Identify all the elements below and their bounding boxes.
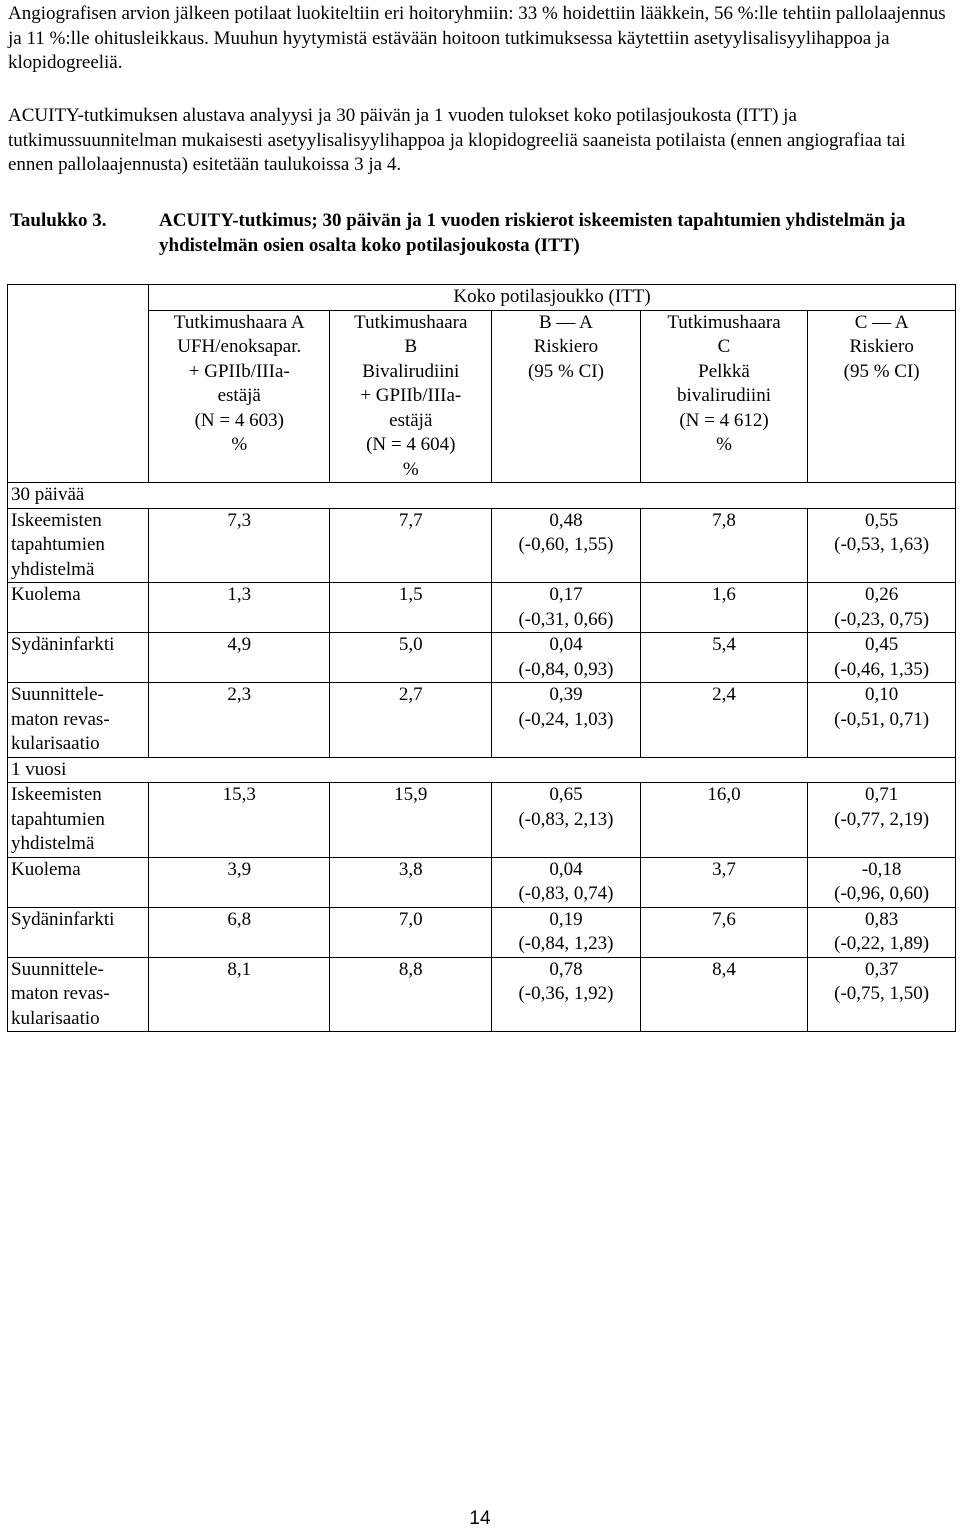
header-line: Tutkimushaara	[667, 311, 781, 333]
confidence-interval: (-0,36, 1,92)	[518, 983, 614, 1004]
header-line: (N = 4 612)	[679, 409, 769, 431]
header-line: C	[717, 336, 731, 357]
risk-diff-value: 0,83	[865, 908, 899, 930]
header-line: Tutkimushaara A	[173, 311, 305, 333]
header-line: Tutkimushaara	[354, 311, 468, 333]
header-line: Pelkkä	[698, 360, 750, 382]
value-b: 15,9	[330, 783, 492, 858]
risk-diff-value: 0,10	[865, 684, 899, 705]
confidence-interval: (-0,83, 2,13)	[518, 808, 614, 830]
header-line: %	[402, 458, 419, 480]
col-header-c-minus-a	[808, 310, 956, 483]
results-table	[7, 284, 956, 1032]
table-row	[8, 957, 956, 1032]
group-header: Koko potilasjoukko (ITT)	[149, 285, 956, 311]
row-label-line: tapahtumien	[11, 534, 105, 555]
header-line: (N = 4 603)	[194, 409, 284, 431]
value-a: 1,3	[149, 583, 330, 633]
value-b: 8,8	[330, 957, 492, 1032]
confidence-interval: (-0,84, 1,23)	[518, 933, 614, 954]
risk-diff-c-a	[808, 633, 956, 683]
value-c: 16,0	[640, 783, 808, 858]
row-label-line: Sydäninfarkti	[11, 634, 115, 655]
row-label	[8, 957, 149, 1032]
row-label-line: tapahtumien	[11, 808, 105, 830]
value-b: 7,0	[330, 907, 492, 957]
value-c: 7,8	[640, 508, 808, 583]
value-c: 8,4	[640, 957, 808, 1032]
row-label-line: Suunnittele-	[11, 684, 104, 705]
header-line: Riskiero	[849, 336, 914, 357]
row-label-line: Sydäninfarkti	[11, 908, 115, 930]
value-a: 4,9	[149, 633, 330, 683]
risk-diff-c-a	[808, 683, 956, 758]
row-label	[8, 907, 149, 957]
risk-diff-value: 0,45	[865, 634, 899, 655]
table-row	[8, 583, 956, 633]
table-row	[8, 907, 956, 957]
table-body	[8, 483, 956, 1032]
table-caption-text: ACUITY-tutkimus; 30 päivän ja 1 vuoden riskierot iskeemisten tapahtumien yhdistelmän ja yhdistelmän osien osalta koko potilasjoukosta (ITT)	[159, 210, 906, 256]
value-b: 7,7	[330, 508, 492, 583]
risk-diff-value: 0,04	[549, 858, 583, 880]
section-title: 30 päivää	[8, 483, 956, 509]
risk-diff-c-a	[808, 907, 956, 957]
row-label-line: Suunnittele-	[11, 958, 104, 980]
row-label-line: maton revas-	[11, 983, 110, 1004]
header-line: estäjä	[217, 385, 261, 406]
value-b: 2,7	[330, 683, 492, 758]
row-label-line: Kuolema	[11, 584, 81, 605]
header-line: UFH/enoksapar.	[177, 336, 302, 357]
header-line: B — A	[539, 311, 593, 333]
header-empty-cell	[8, 285, 149, 311]
value-a: 3,9	[149, 857, 330, 907]
header-line: (95 % CI)	[843, 360, 920, 382]
table-row	[8, 633, 956, 683]
confidence-interval: (-0,31, 0,66)	[518, 608, 614, 630]
risk-diff-c-a	[808, 508, 956, 583]
risk-diff-value: 0,78	[549, 958, 583, 980]
table-row	[8, 783, 956, 858]
row-label	[8, 583, 149, 633]
row-label	[8, 508, 149, 583]
row-label-line: kularisaatio	[11, 733, 100, 754]
confidence-interval: (-0,84, 0,93)	[518, 658, 614, 680]
value-a: 2,3	[149, 683, 330, 758]
value-b: 1,5	[330, 583, 492, 633]
risk-diff-value: 0,65	[549, 784, 583, 805]
row-label-line: yhdistelmä	[11, 558, 95, 580]
col-header-b-minus-a	[492, 310, 641, 483]
row-label-line: kularisaatio	[11, 1007, 100, 1029]
row-label	[8, 783, 149, 858]
confidence-interval: (-0,23, 0,75)	[834, 608, 930, 630]
row-label-line: Iskeemisten	[11, 509, 102, 531]
confidence-interval: (-0,96, 0,60)	[834, 883, 930, 904]
confidence-interval: (-0,24, 1,03)	[518, 708, 614, 730]
row-label	[8, 683, 149, 758]
header-line: + GPIIb/IIIa-	[188, 360, 290, 382]
table-column-header-row	[8, 310, 956, 483]
table-group-header-row	[8, 285, 956, 311]
risk-diff-b-a	[492, 508, 641, 583]
confidence-interval: (-0,46, 1,35)	[834, 658, 930, 680]
risk-diff-value: 0,19	[549, 908, 583, 930]
risk-diff-b-a	[492, 907, 641, 957]
header-line: Bivalirudiini	[362, 360, 460, 382]
value-a: 7,3	[149, 508, 330, 583]
risk-diff-b-a	[492, 957, 641, 1032]
confidence-interval: (-0,75, 1,50)	[834, 983, 930, 1004]
page-number: 14	[469, 1508, 491, 1529]
value-a: 15,3	[149, 783, 330, 858]
section-row	[8, 757, 956, 783]
col-header-c	[640, 310, 808, 483]
value-c: 3,7	[640, 857, 808, 907]
row-label-line: Iskeemisten	[11, 784, 102, 805]
value-c: 7,6	[640, 907, 808, 957]
confidence-interval: (-0,53, 1,63)	[834, 534, 930, 555]
risk-diff-value: 0,37	[865, 958, 899, 980]
table-row	[8, 508, 956, 583]
risk-diff-value: 0,55	[865, 509, 899, 531]
risk-diff-b-a	[492, 783, 641, 858]
row-label-line: Kuolema	[11, 858, 81, 880]
row-label	[8, 857, 149, 907]
risk-diff-value: 0,17	[549, 584, 583, 605]
header-empty-cell	[8, 310, 149, 483]
confidence-interval: (-0,77, 2,19)	[834, 808, 930, 830]
confidence-interval: (-0,51, 0,71)	[834, 708, 930, 730]
row-label	[8, 633, 149, 683]
risk-diff-value: 0,71	[865, 784, 899, 805]
value-c: 1,6	[640, 583, 808, 633]
table-caption-label: Taulukko 3.	[10, 210, 107, 231]
header-line: estäjä	[389, 409, 433, 431]
risk-diff-b-a	[492, 583, 641, 633]
value-c: 5,4	[640, 633, 808, 683]
risk-diff-c-a	[808, 583, 956, 633]
header-line: %	[231, 434, 248, 455]
risk-diff-b-a	[492, 683, 641, 758]
col-header-a	[149, 310, 330, 483]
header-line: + GPIIb/IIIa-	[360, 385, 462, 406]
confidence-interval: (-0,22, 1,89)	[834, 933, 930, 954]
table-row	[8, 857, 956, 907]
risk-diff-c-a	[808, 957, 956, 1032]
header-line: C — A	[854, 311, 909, 333]
risk-diff-c-a	[808, 783, 956, 858]
value-c: 2,4	[640, 683, 808, 758]
header-line: (N = 4 604)	[366, 434, 456, 455]
section-title: 1 vuosi	[8, 757, 956, 783]
risk-diff-b-a	[492, 633, 641, 683]
confidence-interval: (-0,83, 0,74)	[518, 883, 614, 904]
header-line: %	[716, 434, 732, 455]
value-b: 3,8	[330, 857, 492, 907]
analysis-paragraph: ACUITY-tutkimuksen alustava analyysi ja 30 päivän ja 1 vuoden tulokset koko potilasjoukosta (ITT) ja tutkimussuunnitelman mukaisesti asetyylisalisyylihappoa ja klopidogreeliä saaneista potilaista (ennen angiografiaa tai ennen pallolaajennusta) esitetään taulukoissa 3 ja 4.	[8, 105, 906, 175]
row-label-line: maton revas-	[11, 708, 110, 730]
header-line: Riskiero	[533, 336, 599, 357]
value-b: 5,0	[330, 633, 492, 683]
risk-diff-value: 0,48	[549, 509, 583, 531]
risk-diff-value: 0,39	[549, 684, 583, 705]
value-a: 8,1	[149, 957, 330, 1032]
risk-diff-b-a	[492, 857, 641, 907]
header-line: bivalirudiini	[677, 385, 771, 406]
col-header-b	[330, 310, 492, 483]
risk-diff-value: 0,04	[549, 634, 583, 655]
section-row	[8, 483, 956, 509]
risk-diff-value: -0,18	[861, 858, 902, 880]
risk-diff-value: 0,26	[865, 584, 899, 605]
header-line: (95 % CI)	[527, 360, 604, 382]
risk-diff-c-a	[808, 857, 956, 907]
intro-paragraph: Angiografisen arvion jälkeen potilaat luokiteltiin eri hoitoryhmiin: 33 % hoidettiin lääkkein, 56 %:lle tehtiin pallolaajennus ja 11 %:lle ohitusleikkaus. Muuhun hyytymistä estävään hoitoon tutkimuksessa käytettiin asetyylisalisyylihappoa ja klopidogreeliä.	[8, 3, 946, 73]
value-a: 6,8	[149, 907, 330, 957]
row-label-line: yhdistelmä	[11, 833, 95, 854]
confidence-interval: (-0,60, 1,55)	[518, 534, 614, 555]
header-line: B	[404, 336, 418, 357]
table-row	[8, 683, 956, 758]
